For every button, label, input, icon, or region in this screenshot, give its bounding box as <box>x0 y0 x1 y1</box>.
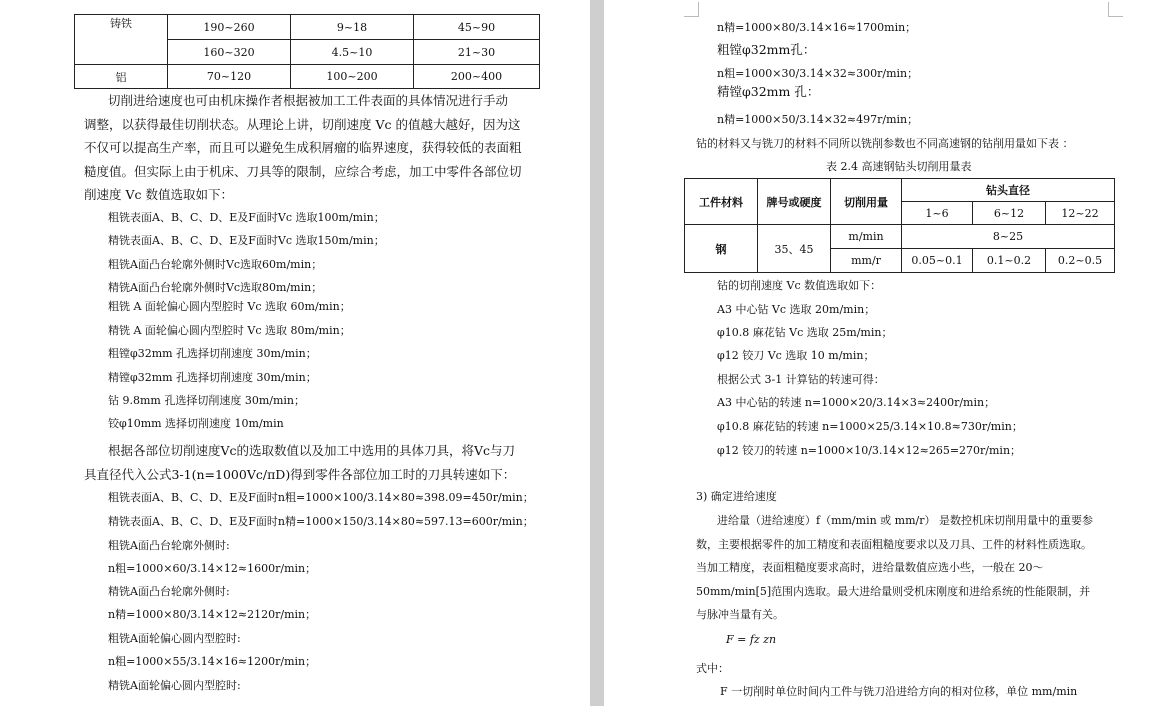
paragraph-line: 根据公式 3-1 计算钻的转速可得： <box>717 373 885 386</box>
paragraph-line: 糙度值。但实际上由于机床、刀具等的限制，应综合考虑，加工中零件各部位切 <box>84 164 522 179</box>
document-page-right <box>604 0 1152 706</box>
list-item: 钻 9.8mm 孔选择切削速度 30m/min； <box>108 394 306 407</box>
paragraph-line: 粗镗φ32mm孔： <box>717 42 816 57</box>
list-item: 精铣A面凸台轮廓外侧时Vc选取80m/min； <box>108 281 323 294</box>
margin-mark <box>684 2 699 17</box>
paragraph-line: 与脉冲当量有关。 <box>696 608 784 621</box>
paragraph-line: 进给量（进给速度）f（mm/min 或 mm/r） 是数控机床切削用量中的重要参 <box>717 514 1093 527</box>
paragraph-line: 不仅可以提高生产率，而且可以避免生成积屑瘤的临界速度，获得较低的表面粗 <box>84 140 522 155</box>
table-cell: 12~22 <box>1046 202 1115 225</box>
section-heading: 3) 确定进给速度 <box>696 490 777 503</box>
table-cell: 0.2~0.5 <box>1046 249 1115 273</box>
formula-line: n精=1000×50/3.14×32≈497r/min； <box>717 113 919 126</box>
list-item: 粗铣A面轮偏心圆内型腔时: <box>108 632 241 645</box>
paragraph-line: 根据各部位切削速度Vc的选取数值以及加工中选用的具体刀具，将Vc与刀 <box>108 443 516 458</box>
margin-mark <box>1108 2 1123 17</box>
table-cell: 0.1~0.2 <box>973 249 1046 273</box>
list-item: 粗铣A面凸台轮廓外侧时: <box>108 539 230 552</box>
list-item: A3 中心钻 Vc 选取 20m/min； <box>717 303 876 316</box>
table-cell: 100~200 <box>291 65 414 89</box>
paragraph-line: 钻的材料又与铣刀的材料不同所以铣削参数也不同高速钢的钻削用量如下表 ： <box>696 137 1074 150</box>
formula-line: n粗=1000×30/3.14×32≈300r/min； <box>717 67 919 80</box>
formula-line: φ12 铰刀的转速 n=1000×10/3.14×12≈265=270r/min； <box>717 444 1022 457</box>
table-cell: 45~90 <box>414 15 540 40</box>
table-cell: 190~260 <box>168 15 291 40</box>
formula-line: A3 中心钻的转速 n=1000×20/3.14×3≈2400r/min； <box>717 396 996 409</box>
table-cell: 70~120 <box>168 65 291 89</box>
list-item: 精铣表面A、B、C、D、E及F面时n精=1000×150/3.14×80≈597.13=600r/min； <box>108 515 534 528</box>
list-item: 粗铣A面凸台轮廓外侧时Vc选取60m/min； <box>108 258 323 271</box>
paragraph-line: 具直径代入公式3-1(n=1000Vc/πD)得到零件各部位加工时的刀具转速如下： <box>84 467 516 482</box>
paragraph-line: 调整，以获得最佳切削状态。从理论上讲，切削速度 Vc 的值越大越好，因为这 <box>84 117 521 132</box>
list-item: φ12 铰刀 Vc 选取 10 m/min； <box>717 349 875 362</box>
drill-parameter-table <box>684 178 1115 273</box>
list-item: 精铣A面轮偏心圆内型腔时: <box>108 679 241 692</box>
paragraph-line: 精镗φ32mm 孔： <box>717 84 820 99</box>
paragraph-line: 钻的切削速度 Vc 数值选取如下： <box>717 279 882 292</box>
list-item: 粗镗φ32mm 孔选择切削速度 30m/min； <box>108 347 317 360</box>
table-header: 工件材料 <box>685 179 758 225</box>
paragraph-line: 当加工精度，表面粗糙度要求高时，进给量数值应选小些，一般在 20～ <box>696 561 1044 574</box>
list-item: 精铣表面A、B、C、D、E及F面时Vc 选取150m/min； <box>108 234 385 247</box>
table-cell: 160~320 <box>168 40 291 65</box>
paragraph-line: 切削进给速度也可由机床操作者根据被加工工件表面的具体情况进行手动 <box>108 93 509 108</box>
table-header: 钻头直径 <box>902 179 1115 202</box>
page-gutter <box>590 0 604 706</box>
table-caption: 表 2.4 高速钢钻头切削用量表 <box>826 160 972 173</box>
list-item: φ10.8 麻花钻 Vc 选取 25m/min； <box>717 326 893 339</box>
table-cell: 6~12 <box>973 202 1046 225</box>
list-item: 粗铣表面A、B、C、D、E及F面时Vc 选取100m/min； <box>108 211 385 224</box>
table-cell: 1~6 <box>902 202 973 225</box>
table-cell: 200~400 <box>414 65 540 89</box>
paragraph-line: 削速度 Vc 数值选取如下： <box>84 187 233 202</box>
table-cell: 21~30 <box>414 40 540 65</box>
list-item: n粗=1000×55/3.14×16≈1200r/min； <box>108 655 317 668</box>
paragraph-line: 数，主要根据零件的加工精度和表面粗糙度要求以及刀具、工件的材料性质选取。 <box>696 538 1092 551</box>
table-cell: 4.5~10 <box>291 40 414 65</box>
formula: F = fz zn <box>726 633 777 646</box>
paragraph-line: F 一切削时单位时间内工件与铣刀沿进给方向的相对位移，单位 mm/min <box>720 685 1078 698</box>
formula-line: φ10.8 麻花钻的转速 n=1000×25/3.14×10.8≈730r/min； <box>717 420 1023 433</box>
table-cell: 钢 <box>685 225 758 273</box>
list-item: 精镗φ32mm 孔选择切削速度 30m/min； <box>108 371 317 384</box>
paragraph-line: 式中： <box>696 662 729 675</box>
table-cell: 9~18 <box>291 15 414 40</box>
paragraph-line: 50mm/min[5]范围内选取。最大进给量则受机床刚度和进给系统的性能限制，并 <box>696 585 1091 598</box>
list-item: n粗=1000×60/3.14×12≈1600r/min； <box>108 562 317 575</box>
table-cell: 铝 <box>75 65 168 89</box>
table-cell: m/min <box>831 225 902 249</box>
table-cell: 铸铁 <box>75 15 168 65</box>
table-header: 牌号或硬度 <box>758 179 831 225</box>
formula-line: n精=1000×80/3.14×16≈1700min； <box>717 21 917 34</box>
list-item: 铰φ10mm 选择切削速度 10m/min <box>108 417 284 430</box>
cutting-speed-table <box>74 14 540 89</box>
list-item: n精=1000×80/3.14×12≈2120r/min； <box>108 608 317 621</box>
list-item: 精铣A面凸台轮廓外侧时: <box>108 585 230 598</box>
list-item: 精铣 A 面轮偏心圆内型腔时 Vc 选取 80m/min； <box>108 324 351 337</box>
list-item: 粗铣 A 面轮偏心圆内型腔时 Vc 选取 60m/min； <box>108 300 351 313</box>
table-cell: 8~25 <box>902 225 1115 249</box>
table-cell: 35、45 <box>758 225 831 273</box>
table-cell: mm/r <box>831 249 902 273</box>
table-header: 切削用量 <box>831 179 902 225</box>
list-item: 粗铣表面A、B、C、D、E及F面时n粗=1000×100/3.14×80≈398.09=450r/min； <box>108 491 534 504</box>
table-cell: 0.05~0.1 <box>902 249 973 273</box>
